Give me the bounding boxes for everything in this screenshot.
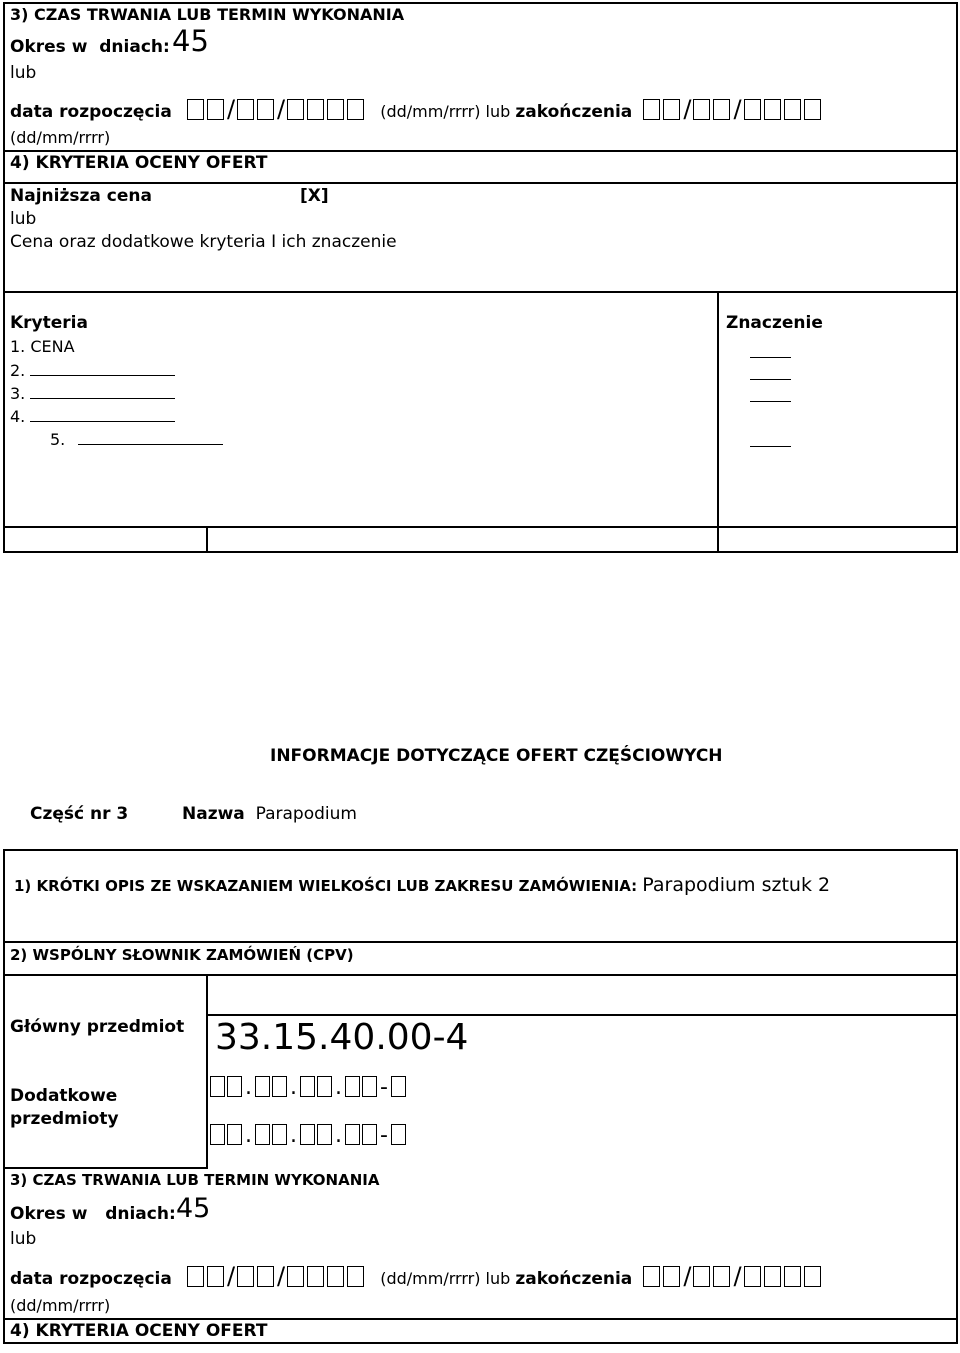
divider (3, 182, 958, 184)
date-format-hint: (dd/mm/rrrr) (380, 1269, 481, 1288)
cpv-label: 2) WSPÓLNY SŁOWNIK ZAMÓWIEŃ (CPV) (10, 946, 354, 964)
end-date-field[interactable]: / / (643, 1262, 823, 1290)
weight-field-2[interactable] (750, 379, 791, 380)
cpv-main-underline (206, 1014, 958, 1016)
period-label-part: Okres w dniach: (10, 1204, 176, 1224)
border-right (956, 2, 958, 553)
period-label: Okres w dniach: (10, 37, 170, 57)
section3-title: 3) CZAS TRWANIA LUB TERMIN WYKONANIA (10, 5, 405, 24)
divider (3, 941, 958, 943)
weight-field-1[interactable] (750, 357, 791, 358)
lowest-price-label: Najniższa cena (10, 186, 152, 206)
price-plus-criteria-label: Cena oraz dodatkowe kryteria I ich znaczenie (10, 232, 397, 252)
date-format-hint: (dd/mm/rrrr) (380, 102, 481, 121)
section4-title-part: 4) KRYTERIA OCENY OFERT (10, 1321, 268, 1341)
main-subject-cpv: 33.15.40.00-4 (215, 1017, 469, 1058)
or-label: lub (10, 209, 37, 229)
date-row: data rozpoczęcia / / (dd/mm/rrrr) lub zakończenia / / (10, 95, 824, 123)
additional-subjects-label: Dodatkowe przedmioty (10, 1086, 119, 1129)
additional-cpv-field-1[interactable]: . . . - (210, 1075, 408, 1100)
additional-cpv-field-2[interactable]: . . . - (210, 1123, 408, 1148)
border-left (3, 2, 5, 553)
border-top (3, 2, 958, 4)
part-name: Nazwa Parapodium (182, 804, 357, 824)
cpv-col-divider (206, 974, 208, 1169)
part-heading: INFORMACJE DOTYCZĄCE OFERT CZĘŚCIOWYCH (270, 746, 723, 766)
divider (3, 150, 958, 152)
period-value: 45 (172, 24, 209, 58)
period-value-part: 45 (176, 1193, 211, 1224)
section3-title-part: 3) CZAS TRWANIA LUB TERMIN WYKONANIA (10, 1171, 380, 1189)
start-date-field[interactable]: / / (187, 1262, 367, 1290)
criteria-item-2[interactable]: 2. (10, 361, 175, 380)
or-label: lub (10, 1229, 37, 1249)
weight-field-3[interactable] (750, 401, 791, 402)
date-format-hint-2: (dd/mm/rrrr) (10, 1296, 111, 1315)
table-cell-divider (206, 526, 208, 553)
divider (3, 1167, 207, 1169)
criteria-table-row-top (3, 526, 958, 528)
start-date-field[interactable]: / / (187, 95, 367, 123)
end-date-field[interactable]: / / (643, 95, 823, 123)
or-label: lub (10, 63, 37, 83)
criteria-col-divider (717, 291, 719, 553)
criteria-table-bottom (3, 551, 958, 553)
divider (3, 974, 958, 976)
start-date-label: data rozpoczęcia (10, 1269, 172, 1289)
brief-description: 1) KRÓTKI OPIS ZE WSKAZANIEM WIELKOŚCI LUB ZAKRESU ZAMÓWIENIA: Parapodium sztuk 2 (14, 874, 831, 896)
weight-header: Znaczenie (726, 313, 823, 333)
date-format-hint-2: (dd/mm/rrrr) (10, 128, 111, 147)
lowest-price-checkbox[interactable]: [X] (300, 186, 329, 206)
end-date-label: zakończenia (515, 102, 633, 122)
main-subject-label: Główny przedmiot (10, 1017, 185, 1037)
divider (3, 1318, 958, 1320)
criteria-item-5[interactable]: 5. (50, 430, 223, 449)
part-number-label: Część nr 3 (30, 804, 129, 824)
date-row-part: data rozpoczęcia / / (dd/mm/rrrr) lub zakończenia / / (10, 1262, 824, 1290)
section4-title: 4) KRYTERIA OCENY OFERT (10, 153, 268, 173)
start-date-label: data rozpoczęcia (10, 102, 172, 122)
criteria-header: Kryteria (10, 313, 88, 333)
criteria-item-1: 1. CENA (10, 337, 75, 356)
weight-field-4[interactable] (750, 446, 791, 447)
end-date-label: zakończenia (515, 1269, 633, 1289)
criteria-item-3[interactable]: 3. (10, 384, 175, 403)
criteria-item-4[interactable]: 4. (10, 407, 175, 426)
criteria-table-top (3, 291, 958, 293)
